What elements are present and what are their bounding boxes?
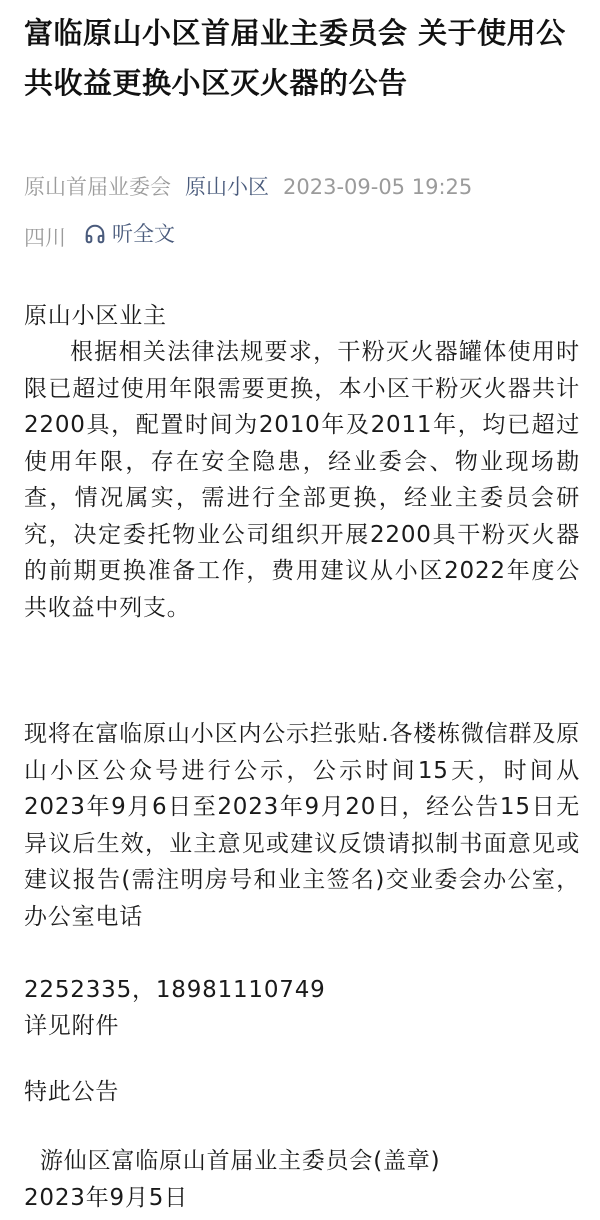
paragraph-notice: 现将在富临原山小区内公示拦张贴.各楼栋微信群及原山小区公众号进行公示，公示时间15天，时间从2023年9月6日至2023年9月20日，经公告15日无异议后生效，业主意见或建议反馈请拟制书面意见或建议报告(需注明房号和业主签名)交业委会办公室，办公室电话 [24, 721, 580, 930]
headphones-icon [84, 223, 106, 245]
salutation: 原山小区业主 [24, 303, 167, 329]
article-title: 富临原山小区首届业主委员会 关于使用公共收益更换小区灭火器的公告 [24, 16, 566, 100]
article-meta-secondary [24, 219, 175, 253]
location: 四川 [24, 226, 66, 250]
listen-button[interactable] [84, 219, 175, 249]
paragraph-main: 根据相关法律法规要求，干粉灭火器罐体使用时限已超过使用年限需要更换，本小区干粉灭火器共计2200具，配置时间为2010年及2011年，均已超过使用年限，存在安全隐患，经业委会、物业现场勘查，情况属实，需进行全部更换，经业主委员会研究，决定委托物业公司组织开展2200具干粉灭火器的前期更换准备工作，费用建议从小区2022年度公共收益中列支。 [24, 339, 580, 621]
listen-label: 听全文 [112, 222, 175, 246]
signature: 游仙区富临原山首届业主委员会(盖章) [40, 1148, 441, 1174]
article-meta [24, 172, 472, 202]
contact-phones: 2252335，18981110749 [24, 977, 326, 1003]
author-name: 原山首届业委会 [24, 175, 171, 199]
closing-line: 特此公告 [24, 1079, 120, 1105]
publish-datetime: 2023-09-05 19:25 [283, 175, 473, 199]
attachment-note: 详见附件 [24, 1013, 120, 1039]
account-link[interactable]: 原山小区 [185, 175, 269, 199]
notice-date: 2023年9月5日 [24, 1185, 188, 1211]
